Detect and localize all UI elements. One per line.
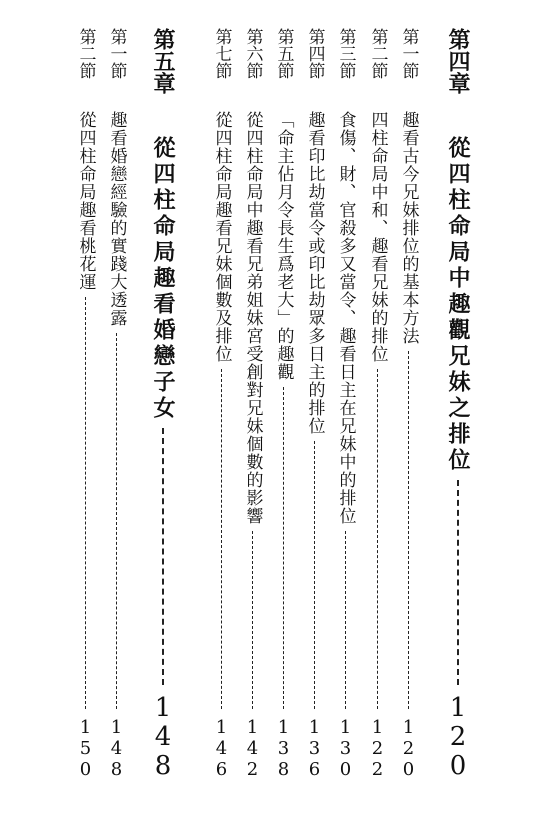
page-number: 142 <box>242 717 263 780</box>
dotted-leader <box>252 531 253 709</box>
page-number: 148 <box>106 717 127 780</box>
dotted-leader <box>116 333 117 709</box>
section-title: 從四柱命局趣看兄妹個數及排位 <box>211 111 232 363</box>
section-title: 趣看婚戀經驗的實踐大透露 <box>106 111 127 327</box>
chapter-title: 從四柱命局趣看婚戀子女 <box>150 136 176 422</box>
section-label: 第二節 <box>367 28 388 79</box>
chapter-4-entry <box>438 28 478 780</box>
page-number: 146 <box>211 717 232 780</box>
page-number: 130 <box>335 717 356 780</box>
dotted-leader <box>408 351 409 709</box>
page-number: 122 <box>367 717 388 780</box>
section-title: 趣看印比劫當令或印比劫眾多日主的排位 <box>304 111 325 435</box>
chapter-4-section-2 <box>362 28 392 780</box>
chapter-label: 第四章 <box>445 28 471 94</box>
section-label: 第六節 <box>242 28 263 79</box>
chapter-5-entry <box>143 28 183 780</box>
dotted-leader <box>457 480 459 685</box>
chapter-4-section-1 <box>393 28 423 780</box>
chapter-4-section-5 <box>268 28 298 780</box>
chapter-5-section-1 <box>101 28 131 780</box>
page-number: 150 <box>75 717 96 780</box>
dotted-leader <box>221 369 222 709</box>
dotted-leader <box>345 531 346 709</box>
page-number: 148 <box>148 693 178 780</box>
chapter-4-section-4 <box>299 28 329 780</box>
section-title: 四柱命局中和、趣看兄妹的排位 <box>367 111 388 363</box>
dotted-leader <box>377 369 378 709</box>
section-title: 「命主佔月令長生爲老大」的趣觀 <box>273 111 294 381</box>
dotted-leader <box>314 441 315 709</box>
dotted-leader <box>85 297 86 709</box>
section-title: 趣看古今兄妹排位的基本方法 <box>398 111 419 345</box>
section-label: 第四節 <box>304 28 325 79</box>
page-number: 120 <box>443 693 473 780</box>
dotted-leader <box>283 387 284 709</box>
section-label: 第一節 <box>106 28 127 79</box>
chapter-label: 第五章 <box>150 28 176 94</box>
section-title: 從四柱命局中趣看兄弟姐妹宮受創對兄妹個數的影響 <box>242 111 263 525</box>
dotted-leader <box>162 428 164 685</box>
chapter-4-section-3 <box>330 28 360 780</box>
section-label: 第七節 <box>211 28 232 79</box>
section-label: 第二節 <box>75 28 96 79</box>
chapter-4-section-6 <box>237 28 267 780</box>
section-label: 第五節 <box>273 28 294 79</box>
page-number: 136 <box>304 717 325 780</box>
chapter-title: 從四柱命局中趣觀兄妹之排位 <box>445 136 471 474</box>
chapter-5-section-2 <box>70 28 100 780</box>
page-number: 120 <box>398 717 419 780</box>
section-title: 食傷、財、官殺多又當令、趣看日主在兄妹中的排位 <box>335 111 356 525</box>
section-label: 第三節 <box>335 28 356 79</box>
section-title: 從四柱命局趣看桃花運 <box>75 111 96 291</box>
page-number: 138 <box>273 717 294 780</box>
section-label: 第一節 <box>398 28 419 79</box>
chapter-4-section-7 <box>206 28 236 780</box>
